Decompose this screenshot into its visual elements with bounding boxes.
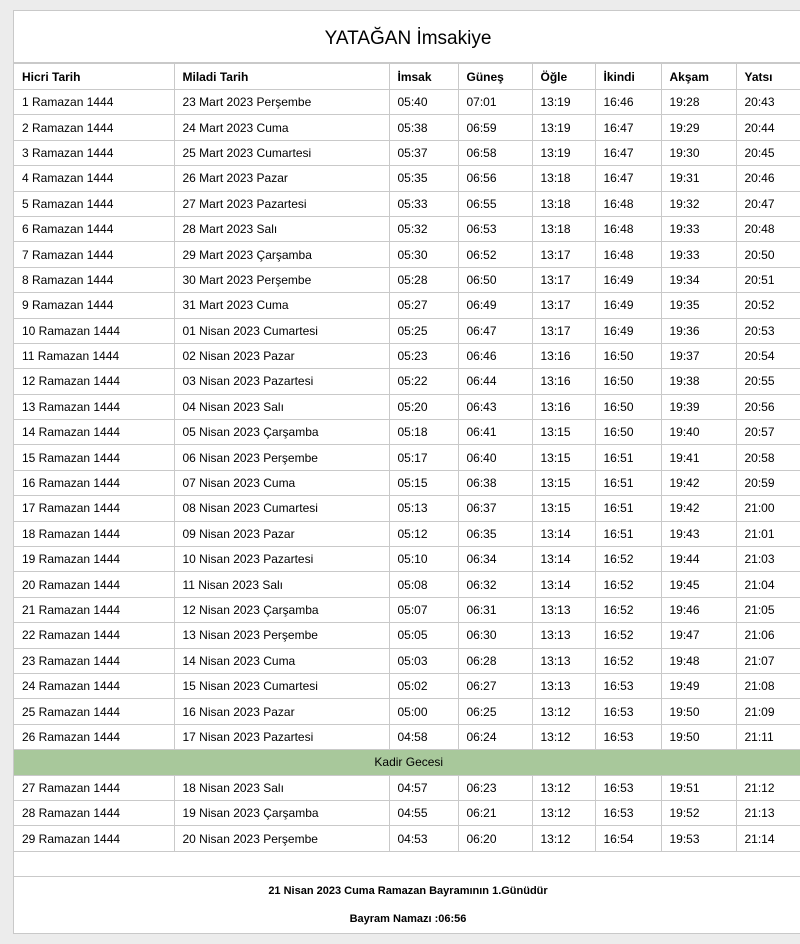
cell-yatsi: 20:44 bbox=[736, 115, 800, 140]
cell-ogle: 13:13 bbox=[532, 648, 595, 673]
cell-hicri-tarih: 23 Ramazan 1444 bbox=[14, 648, 174, 673]
column-header-imsak: İmsak bbox=[389, 64, 458, 90]
table-row bbox=[14, 673, 800, 698]
cell-gunes: 06:43 bbox=[458, 394, 532, 419]
cell-aksam: 19:50 bbox=[661, 699, 736, 724]
column-header-miladi-tarih: Miladi Tarih bbox=[174, 64, 389, 90]
cell-yatsi: 20:48 bbox=[736, 216, 800, 241]
table-row bbox=[14, 267, 800, 292]
cell-ikindi: 16:48 bbox=[595, 191, 661, 216]
column-header-hicri-tarih: Hicri Tarih bbox=[14, 64, 174, 90]
cell-imsak: 04:55 bbox=[389, 800, 458, 825]
cell-ogle: 13:19 bbox=[532, 90, 595, 115]
table-row bbox=[14, 775, 800, 800]
cell-hicri-tarih: 19 Ramazan 1444 bbox=[14, 547, 174, 572]
cell-ikindi: 16:48 bbox=[595, 216, 661, 241]
cell-miladi-tarih: 23 Mart 2023 Perşembe bbox=[174, 90, 389, 115]
cell-ikindi: 16:47 bbox=[595, 166, 661, 191]
cell-aksam: 19:53 bbox=[661, 826, 736, 851]
cell-yatsi: 20:50 bbox=[736, 242, 800, 267]
cell-ogle: 13:12 bbox=[532, 800, 595, 825]
cell-miladi-tarih: 27 Mart 2023 Pazartesi bbox=[174, 191, 389, 216]
table-row bbox=[14, 547, 800, 572]
cell-hicri-tarih: 16 Ramazan 1444 bbox=[14, 470, 174, 495]
cell-gunes: 06:37 bbox=[458, 496, 532, 521]
cell-miladi-tarih: 01 Nisan 2023 Cumartesi bbox=[174, 318, 389, 343]
cell-ikindi: 16:50 bbox=[595, 369, 661, 394]
cell-ogle: 13:17 bbox=[532, 267, 595, 292]
cell-imsak: 05:15 bbox=[389, 470, 458, 495]
cell-gunes: 06:50 bbox=[458, 267, 532, 292]
cell-ogle: 13:13 bbox=[532, 597, 595, 622]
cell-gunes: 06:59 bbox=[458, 115, 532, 140]
cell-hicri-tarih: 2 Ramazan 1444 bbox=[14, 115, 174, 140]
cell-imsak: 05:35 bbox=[389, 166, 458, 191]
table-row bbox=[14, 216, 800, 241]
cell-yatsi: 20:43 bbox=[736, 90, 800, 115]
cell-yatsi: 20:47 bbox=[736, 191, 800, 216]
cell-gunes: 06:44 bbox=[458, 369, 532, 394]
cell-imsak: 05:25 bbox=[389, 318, 458, 343]
cell-ikindi: 16:53 bbox=[595, 775, 661, 800]
cell-ogle: 13:14 bbox=[532, 572, 595, 597]
cell-imsak: 05:38 bbox=[389, 115, 458, 140]
cell-imsak: 05:33 bbox=[389, 191, 458, 216]
cell-yatsi: 20:56 bbox=[736, 394, 800, 419]
table-row bbox=[14, 699, 800, 724]
cell-miladi-tarih: 04 Nisan 2023 Salı bbox=[174, 394, 389, 419]
cell-yatsi: 21:08 bbox=[736, 673, 800, 698]
cell-aksam: 19:39 bbox=[661, 394, 736, 419]
table-row bbox=[14, 90, 800, 115]
table-row bbox=[14, 140, 800, 165]
cell-imsak: 05:32 bbox=[389, 216, 458, 241]
cell-hicri-tarih: 8 Ramazan 1444 bbox=[14, 267, 174, 292]
cell-ikindi: 16:51 bbox=[595, 521, 661, 546]
cell-imsak: 05:12 bbox=[389, 521, 458, 546]
cell-aksam: 19:28 bbox=[661, 90, 736, 115]
cell-imsak: 05:30 bbox=[389, 242, 458, 267]
cell-yatsi: 20:46 bbox=[736, 166, 800, 191]
cell-miladi-tarih: 26 Mart 2023 Pazar bbox=[174, 166, 389, 191]
cell-gunes: 06:30 bbox=[458, 623, 532, 648]
cell-hicri-tarih: 9 Ramazan 1444 bbox=[14, 293, 174, 318]
cell-aksam: 19:40 bbox=[661, 420, 736, 445]
table-row bbox=[14, 648, 800, 673]
cell-yatsi: 21:03 bbox=[736, 547, 800, 572]
cell-hicri-tarih: 17 Ramazan 1444 bbox=[14, 496, 174, 521]
cell-ikindi: 16:53 bbox=[595, 673, 661, 698]
cell-gunes: 06:35 bbox=[458, 521, 532, 546]
cell-imsak: 05:02 bbox=[389, 673, 458, 698]
cell-aksam: 19:33 bbox=[661, 242, 736, 267]
cell-ikindi: 16:52 bbox=[595, 623, 661, 648]
cell-hicri-tarih: 18 Ramazan 1444 bbox=[14, 521, 174, 546]
cell-aksam: 19:44 bbox=[661, 547, 736, 572]
column-header-ogle: Öğle bbox=[532, 64, 595, 90]
cell-imsak: 05:03 bbox=[389, 648, 458, 673]
cell-miladi-tarih: 08 Nisan 2023 Cumartesi bbox=[174, 496, 389, 521]
cell-aksam: 19:42 bbox=[661, 470, 736, 495]
cell-imsak: 05:10 bbox=[389, 547, 458, 572]
cell-imsak: 05:17 bbox=[389, 445, 458, 470]
cell-miladi-tarih: 03 Nisan 2023 Pazartesi bbox=[174, 369, 389, 394]
cell-hicri-tarih: 22 Ramazan 1444 bbox=[14, 623, 174, 648]
cell-aksam: 19:48 bbox=[661, 648, 736, 673]
column-header-gunes: Güneş bbox=[458, 64, 532, 90]
cell-ogle: 13:15 bbox=[532, 470, 595, 495]
cell-imsak: 04:57 bbox=[389, 775, 458, 800]
cell-ogle: 13:17 bbox=[532, 242, 595, 267]
bayram-info: 21 Nisan 2023 Cuma Ramazan Bayramının 1.Günüdür bbox=[268, 884, 548, 897]
table-row bbox=[14, 293, 800, 318]
table-row bbox=[14, 724, 800, 749]
cell-hicri-tarih: 21 Ramazan 1444 bbox=[14, 597, 174, 622]
cell-miladi-tarih: 09 Nisan 2023 Pazar bbox=[174, 521, 389, 546]
cell-ikindi: 16:49 bbox=[595, 267, 661, 292]
cell-yatsi: 20:54 bbox=[736, 343, 800, 368]
bayram-namazi-time: Bayram Namazı :06:56 bbox=[349, 912, 467, 925]
cell-gunes: 07:01 bbox=[458, 90, 532, 115]
cell-gunes: 06:20 bbox=[458, 826, 532, 851]
cell-ikindi: 16:49 bbox=[595, 293, 661, 318]
table-row bbox=[14, 115, 800, 140]
cell-yatsi: 21:12 bbox=[736, 775, 800, 800]
cell-ogle: 13:17 bbox=[532, 318, 595, 343]
cell-yatsi: 21:06 bbox=[736, 623, 800, 648]
table-body bbox=[14, 90, 800, 852]
cell-gunes: 06:49 bbox=[458, 293, 532, 318]
table-row bbox=[14, 369, 800, 394]
cell-ogle: 13:14 bbox=[532, 547, 595, 572]
cell-imsak: 05:05 bbox=[389, 623, 458, 648]
cell-gunes: 06:56 bbox=[458, 166, 532, 191]
cell-hicri-tarih: 28 Ramazan 1444 bbox=[14, 800, 174, 825]
cell-ikindi: 16:50 bbox=[595, 343, 661, 368]
cell-ogle: 13:16 bbox=[532, 343, 595, 368]
kadir-gecesi-label: Kadir Gecesi bbox=[14, 750, 800, 775]
cell-imsak: 04:53 bbox=[389, 826, 458, 851]
table-row bbox=[14, 420, 800, 445]
cell-gunes: 06:38 bbox=[458, 470, 532, 495]
cell-miladi-tarih: 12 Nisan 2023 Çarşamba bbox=[174, 597, 389, 622]
cell-hicri-tarih: 11 Ramazan 1444 bbox=[14, 343, 174, 368]
cell-aksam: 19:29 bbox=[661, 115, 736, 140]
cell-miladi-tarih: 17 Nisan 2023 Pazartesi bbox=[174, 724, 389, 749]
cell-aksam: 19:31 bbox=[661, 166, 736, 191]
cell-ikindi: 16:50 bbox=[595, 420, 661, 445]
cell-hicri-tarih: 4 Ramazan 1444 bbox=[14, 166, 174, 191]
cell-aksam: 19:51 bbox=[661, 775, 736, 800]
cell-yatsi: 20:58 bbox=[736, 445, 800, 470]
cell-yatsi: 20:45 bbox=[736, 140, 800, 165]
cell-miladi-tarih: 24 Mart 2023 Cuma bbox=[174, 115, 389, 140]
cell-miladi-tarih: 20 Nisan 2023 Perşembe bbox=[174, 826, 389, 851]
cell-ogle: 13:15 bbox=[532, 496, 595, 521]
table-row bbox=[14, 521, 800, 546]
cell-imsak: 05:22 bbox=[389, 369, 458, 394]
cell-hicri-tarih: 15 Ramazan 1444 bbox=[14, 445, 174, 470]
cell-gunes: 06:46 bbox=[458, 343, 532, 368]
cell-aksam: 19:38 bbox=[661, 369, 736, 394]
cell-miladi-tarih: 18 Nisan 2023 Salı bbox=[174, 775, 389, 800]
cell-hicri-tarih: 12 Ramazan 1444 bbox=[14, 369, 174, 394]
cell-aksam: 19:45 bbox=[661, 572, 736, 597]
table-row bbox=[14, 623, 800, 648]
cell-miladi-tarih: 28 Mart 2023 Salı bbox=[174, 216, 389, 241]
cell-aksam: 19:42 bbox=[661, 496, 736, 521]
cell-aksam: 19:50 bbox=[661, 724, 736, 749]
cell-gunes: 06:55 bbox=[458, 191, 532, 216]
cell-miladi-tarih: 31 Mart 2023 Cuma bbox=[174, 293, 389, 318]
cell-ogle: 13:19 bbox=[532, 140, 595, 165]
cell-ikindi: 16:51 bbox=[595, 496, 661, 521]
cell-miladi-tarih: 02 Nisan 2023 Pazar bbox=[174, 343, 389, 368]
cell-ikindi: 16:52 bbox=[595, 648, 661, 673]
cell-ikindi: 16:53 bbox=[595, 724, 661, 749]
cell-hicri-tarih: 1 Ramazan 1444 bbox=[14, 90, 174, 115]
cell-imsak: 05:07 bbox=[389, 597, 458, 622]
cell-imsak: 05:28 bbox=[389, 267, 458, 292]
table-row bbox=[14, 318, 800, 343]
cell-hicri-tarih: 10 Ramazan 1444 bbox=[14, 318, 174, 343]
cell-imsak: 05:27 bbox=[389, 293, 458, 318]
cell-gunes: 06:27 bbox=[458, 673, 532, 698]
cell-miladi-tarih: 25 Mart 2023 Cumartesi bbox=[174, 140, 389, 165]
cell-ikindi: 16:53 bbox=[595, 699, 661, 724]
cell-miladi-tarih: 29 Mart 2023 Çarşamba bbox=[174, 242, 389, 267]
column-header-ikindi: İkindi bbox=[595, 64, 661, 90]
cell-aksam: 19:37 bbox=[661, 343, 736, 368]
cell-ogle: 13:12 bbox=[532, 826, 595, 851]
cell-yatsi: 21:09 bbox=[736, 699, 800, 724]
table-row bbox=[14, 166, 800, 191]
cell-ogle: 13:16 bbox=[532, 369, 595, 394]
cell-miladi-tarih: 19 Nisan 2023 Çarşamba bbox=[174, 800, 389, 825]
cell-miladi-tarih: 13 Nisan 2023 Perşembe bbox=[174, 623, 389, 648]
cell-aksam: 19:46 bbox=[661, 597, 736, 622]
cell-imsak: 05:18 bbox=[389, 420, 458, 445]
cell-ogle: 13:19 bbox=[532, 115, 595, 140]
cell-ogle: 13:18 bbox=[532, 191, 595, 216]
cell-ikindi: 16:53 bbox=[595, 800, 661, 825]
cell-miladi-tarih: 07 Nisan 2023 Cuma bbox=[174, 470, 389, 495]
cell-yatsi: 21:00 bbox=[736, 496, 800, 521]
cell-yatsi: 21:04 bbox=[736, 572, 800, 597]
cell-hicri-tarih: 5 Ramazan 1444 bbox=[14, 191, 174, 216]
cell-ikindi: 16:47 bbox=[595, 115, 661, 140]
cell-miladi-tarih: 15 Nisan 2023 Cumartesi bbox=[174, 673, 389, 698]
imsakiye-sheet bbox=[13, 10, 800, 934]
cell-yatsi: 21:01 bbox=[736, 521, 800, 546]
cell-gunes: 06:32 bbox=[458, 572, 532, 597]
cell-ikindi: 16:51 bbox=[595, 445, 661, 470]
column-header-aksam: Akşam bbox=[661, 64, 736, 90]
cell-ikindi: 16:47 bbox=[595, 140, 661, 165]
cell-hicri-tarih: 3 Ramazan 1444 bbox=[14, 140, 174, 165]
cell-ikindi: 16:52 bbox=[595, 547, 661, 572]
cell-ogle: 13:16 bbox=[532, 394, 595, 419]
cell-hicri-tarih: 24 Ramazan 1444 bbox=[14, 673, 174, 698]
cell-miladi-tarih: 10 Nisan 2023 Pazartesi bbox=[174, 547, 389, 572]
cell-yatsi: 21:13 bbox=[736, 800, 800, 825]
cell-hicri-tarih: 27 Ramazan 1444 bbox=[14, 775, 174, 800]
cell-ikindi: 16:52 bbox=[595, 572, 661, 597]
page-title: YATAĞAN İmsakiye bbox=[14, 11, 800, 63]
cell-aksam: 19:43 bbox=[661, 521, 736, 546]
cell-ogle: 13:17 bbox=[532, 293, 595, 318]
cell-imsak: 05:00 bbox=[389, 699, 458, 724]
cell-ogle: 13:14 bbox=[532, 521, 595, 546]
cell-ikindi: 16:46 bbox=[595, 90, 661, 115]
cell-aksam: 19:52 bbox=[661, 800, 736, 825]
table-header-row bbox=[14, 64, 800, 90]
cell-imsak: 04:58 bbox=[389, 724, 458, 749]
table-row bbox=[14, 826, 800, 851]
cell-miladi-tarih: 11 Nisan 2023 Salı bbox=[174, 572, 389, 597]
cell-yatsi: 21:14 bbox=[736, 826, 800, 851]
kadir-gecesi-row bbox=[14, 750, 800, 775]
table-row bbox=[14, 597, 800, 622]
footer bbox=[14, 877, 800, 933]
cell-ikindi: 16:48 bbox=[595, 242, 661, 267]
cell-aksam: 19:34 bbox=[661, 267, 736, 292]
cell-yatsi: 21:11 bbox=[736, 724, 800, 749]
table-row bbox=[14, 242, 800, 267]
cell-gunes: 06:47 bbox=[458, 318, 532, 343]
cell-hicri-tarih: 25 Ramazan 1444 bbox=[14, 699, 174, 724]
cell-yatsi: 21:05 bbox=[736, 597, 800, 622]
cell-imsak: 05:08 bbox=[389, 572, 458, 597]
cell-yatsi: 20:51 bbox=[736, 267, 800, 292]
table-row bbox=[14, 496, 800, 521]
prayer-times-table bbox=[14, 63, 800, 852]
cell-gunes: 06:24 bbox=[458, 724, 532, 749]
cell-aksam: 19:41 bbox=[661, 445, 736, 470]
cell-miladi-tarih: 14 Nisan 2023 Cuma bbox=[174, 648, 389, 673]
cell-ogle: 13:13 bbox=[532, 623, 595, 648]
table-row bbox=[14, 191, 800, 216]
cell-aksam: 19:47 bbox=[661, 623, 736, 648]
cell-yatsi: 20:59 bbox=[736, 470, 800, 495]
cell-gunes: 06:28 bbox=[458, 648, 532, 673]
table-row bbox=[14, 470, 800, 495]
cell-miladi-tarih: 06 Nisan 2023 Perşembe bbox=[174, 445, 389, 470]
cell-imsak: 05:37 bbox=[389, 140, 458, 165]
cell-aksam: 19:33 bbox=[661, 216, 736, 241]
cell-hicri-tarih: 13 Ramazan 1444 bbox=[14, 394, 174, 419]
cell-imsak: 05:13 bbox=[389, 496, 458, 521]
cell-ogle: 13:12 bbox=[532, 724, 595, 749]
cell-hicri-tarih: 20 Ramazan 1444 bbox=[14, 572, 174, 597]
cell-imsak: 05:40 bbox=[389, 90, 458, 115]
cell-gunes: 06:23 bbox=[458, 775, 532, 800]
cell-ikindi: 16:50 bbox=[595, 394, 661, 419]
cell-ogle: 13:15 bbox=[532, 445, 595, 470]
cell-ogle: 13:13 bbox=[532, 673, 595, 698]
cell-ikindi: 16:54 bbox=[595, 826, 661, 851]
cell-gunes: 06:40 bbox=[458, 445, 532, 470]
cell-imsak: 05:23 bbox=[389, 343, 458, 368]
cell-ogle: 13:12 bbox=[532, 775, 595, 800]
table-row bbox=[14, 394, 800, 419]
cell-ogle: 13:18 bbox=[532, 166, 595, 191]
cell-aksam: 19:30 bbox=[661, 140, 736, 165]
cell-gunes: 06:58 bbox=[458, 140, 532, 165]
cell-ogle: 13:12 bbox=[532, 699, 595, 724]
cell-ogle: 13:18 bbox=[532, 216, 595, 241]
table-row bbox=[14, 800, 800, 825]
cell-aksam: 19:36 bbox=[661, 318, 736, 343]
cell-yatsi: 20:53 bbox=[736, 318, 800, 343]
cell-ikindi: 16:49 bbox=[595, 318, 661, 343]
cell-hicri-tarih: 29 Ramazan 1444 bbox=[14, 826, 174, 851]
cell-imsak: 05:20 bbox=[389, 394, 458, 419]
cell-aksam: 19:32 bbox=[661, 191, 736, 216]
cell-hicri-tarih: 26 Ramazan 1444 bbox=[14, 724, 174, 749]
table-row bbox=[14, 445, 800, 470]
cell-yatsi: 20:55 bbox=[736, 369, 800, 394]
cell-gunes: 06:21 bbox=[458, 800, 532, 825]
cell-miladi-tarih: 05 Nisan 2023 Çarşamba bbox=[174, 420, 389, 445]
cell-ogle: 13:15 bbox=[532, 420, 595, 445]
column-header-yatsi: Yatsı bbox=[736, 64, 800, 90]
cell-ikindi: 16:51 bbox=[595, 470, 661, 495]
cell-miladi-tarih: 30 Mart 2023 Perşembe bbox=[174, 267, 389, 292]
cell-gunes: 06:34 bbox=[458, 547, 532, 572]
cell-yatsi: 20:52 bbox=[736, 293, 800, 318]
cell-gunes: 06:31 bbox=[458, 597, 532, 622]
cell-hicri-tarih: 6 Ramazan 1444 bbox=[14, 216, 174, 241]
cell-aksam: 19:35 bbox=[661, 293, 736, 318]
cell-gunes: 06:41 bbox=[458, 420, 532, 445]
table-spacer bbox=[14, 852, 800, 877]
table-row bbox=[14, 343, 800, 368]
cell-yatsi: 20:57 bbox=[736, 420, 800, 445]
cell-yatsi: 21:07 bbox=[736, 648, 800, 673]
cell-miladi-tarih: 16 Nisan 2023 Pazar bbox=[174, 699, 389, 724]
cell-hicri-tarih: 14 Ramazan 1444 bbox=[14, 420, 174, 445]
cell-gunes: 06:53 bbox=[458, 216, 532, 241]
cell-aksam: 19:49 bbox=[661, 673, 736, 698]
cell-gunes: 06:25 bbox=[458, 699, 532, 724]
cell-hicri-tarih: 7 Ramazan 1444 bbox=[14, 242, 174, 267]
table-row bbox=[14, 572, 800, 597]
cell-gunes: 06:52 bbox=[458, 242, 532, 267]
cell-ikindi: 16:52 bbox=[595, 597, 661, 622]
